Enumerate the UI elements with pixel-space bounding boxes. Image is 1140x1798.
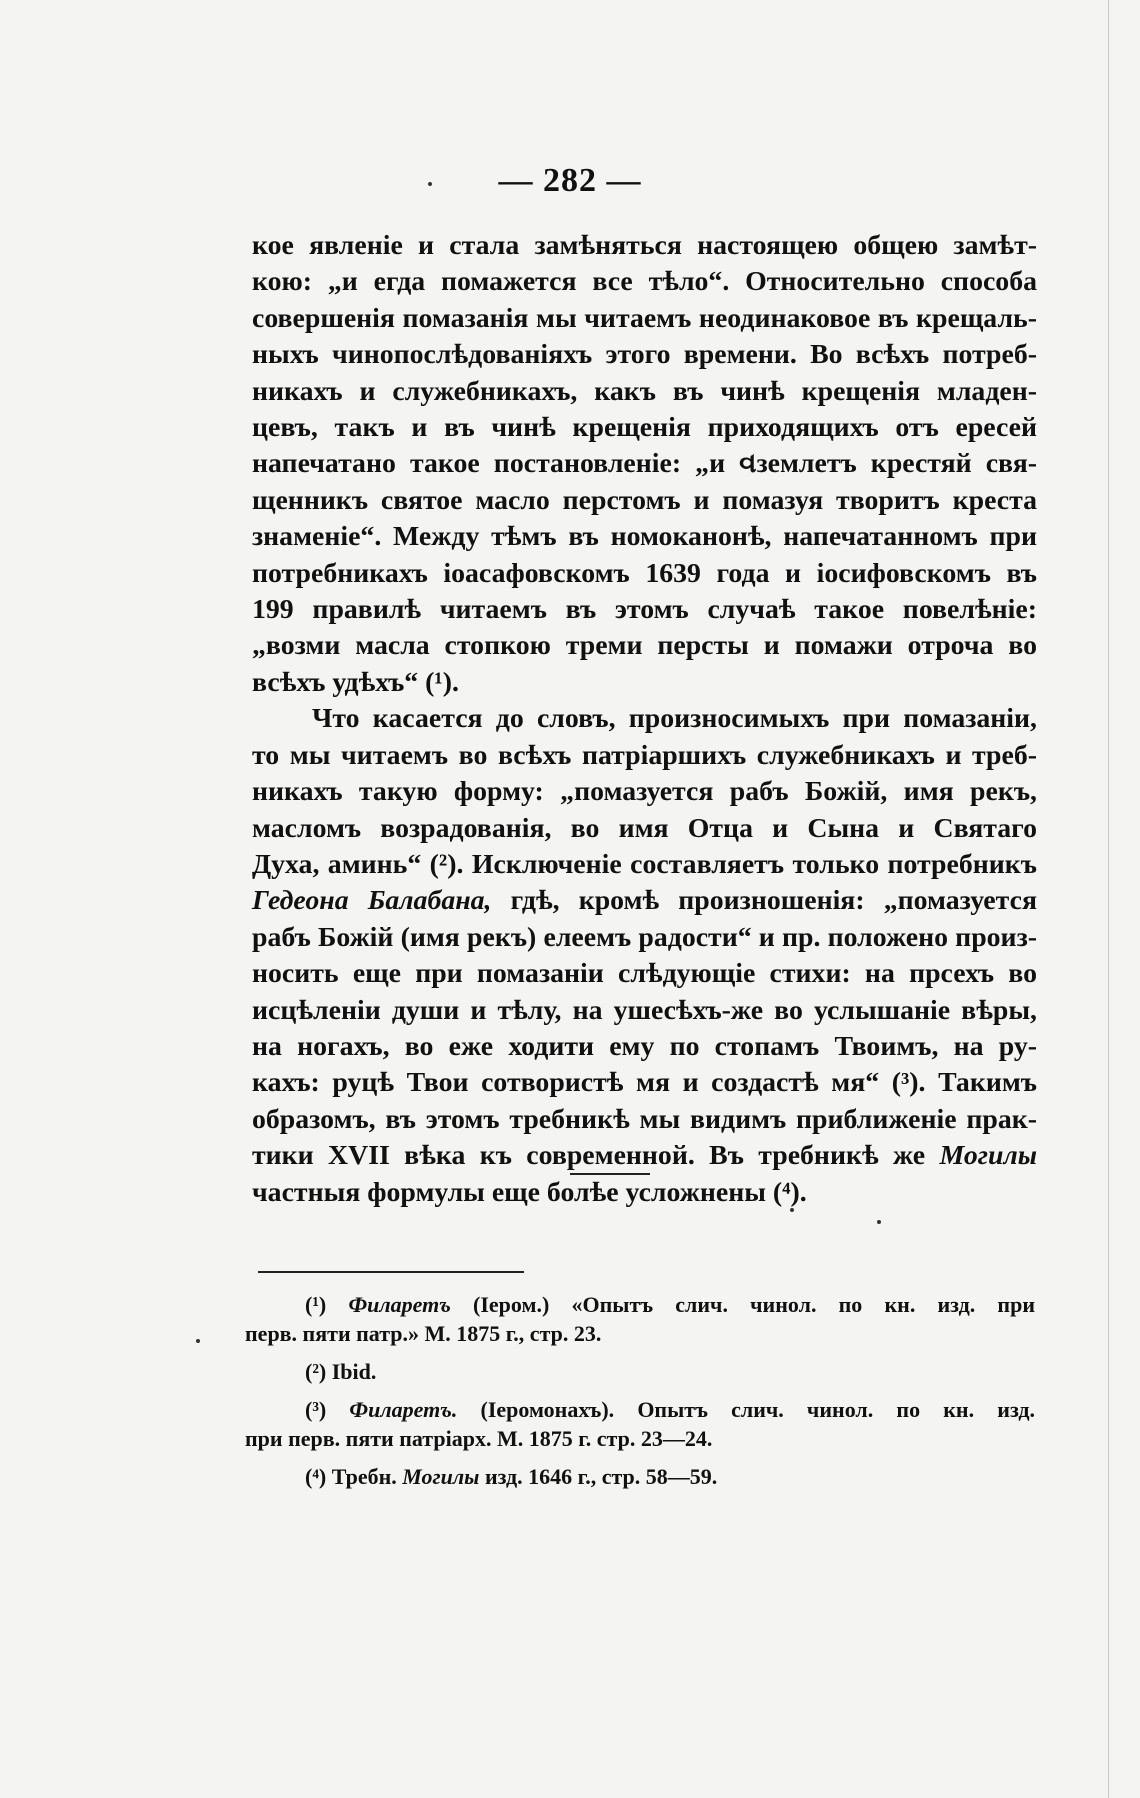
text-line: рабъ Божій (имя рекъ) елеемъ радости“ и пр. положено произ- xyxy=(252,921,1037,953)
print-speck xyxy=(428,182,432,186)
footnote-2 xyxy=(245,1357,1035,1386)
italic-name: Гедеона Балабана, xyxy=(252,885,492,917)
text-line: щенникъ святое масло перстомъ и помазуя творитъ креста xyxy=(252,484,1037,516)
page-edge-line xyxy=(1108,0,1109,1798)
page-number: 282 xyxy=(543,162,597,199)
text-line: цевъ, такъ и въ чинѣ крещенія приходящихъ отъ ересей xyxy=(252,412,1037,444)
footnote-text: Требн. xyxy=(331,1464,397,1489)
footnote-author: Филаретъ xyxy=(348,1292,451,1317)
paragraph-2 xyxy=(252,701,1037,1211)
footnote-1 xyxy=(245,1290,1035,1348)
text-line: всѣхъ удѣхъ“ (¹). xyxy=(252,666,459,698)
text-line: то мы читаемъ во всѣхъ патріаршихъ служебникахъ и треб- xyxy=(252,739,1037,771)
paragraph-1 xyxy=(252,228,1037,701)
text-line: Духа, аминь“ (²). Исключеніе составляетъ только потребникъ xyxy=(252,848,1037,880)
text-segment: гдѣ, кромѣ произношенія: „помазуется xyxy=(510,885,1037,917)
footnote-line xyxy=(245,1462,1035,1491)
text-line: носить еще при помазаніи слѣдующіе стихи: на прсехъ во xyxy=(252,958,1037,990)
footnote-text: (Іеромонахъ). Опытъ слич. чинол. по кн. изд. xyxy=(480,1397,1036,1422)
footnote-text: (Іером.) «Опытъ слич. чинол. по кн. изд. при xyxy=(473,1292,1036,1317)
text-line: образомъ, въ этомъ требникѣ мы видимъ приближеніе прак- xyxy=(252,1103,1037,1135)
print-speck xyxy=(790,1208,794,1212)
header-dash-left: — xyxy=(498,162,534,199)
footnote-4 xyxy=(245,1462,1035,1491)
footnote-3 xyxy=(245,1395,1035,1453)
footnote-mark: (⁴) xyxy=(305,1464,327,1489)
italic-name: Могилы xyxy=(939,1140,1037,1172)
footnote-mark: (¹) xyxy=(305,1292,327,1317)
text-line: на ногахъ, во еже ходити ему по стопамъ Твоимъ, на ру- xyxy=(252,1030,1037,1062)
footnote-author: Могилы xyxy=(402,1464,480,1489)
footnote-line: перв. пяти патр.» М. 1875 г., стр. 23. xyxy=(245,1321,602,1346)
footnote-line xyxy=(245,1290,1035,1319)
text-line: Что касается до словъ, произносимыхъ при помазаніи, xyxy=(312,703,1037,735)
text-line: ныхъ чинопослѣдованіяхъ этого времени. Во всѣхъ потреб- xyxy=(252,339,1037,371)
page-header xyxy=(0,162,1140,200)
footnote-mark: (³) xyxy=(305,1397,327,1422)
footnote-line: при перв. пяти патріарх. М. 1875 г. стр. 23—24. xyxy=(245,1426,713,1451)
text-line: исцѣленіи души и тѣлу, на ушесѣхъ-же во услышаніе вѣры, xyxy=(252,994,1037,1026)
text-line: совершенія помазанія мы читаемъ неодинаковое въ крещаль- xyxy=(252,302,1037,334)
footnote-line xyxy=(245,1357,1035,1386)
footnote-text: Ibid. xyxy=(331,1359,377,1384)
text-line: частныя формулы еще болѣе усложнены (⁴). xyxy=(252,1176,807,1208)
print-speck xyxy=(196,1339,200,1343)
text-line: кахъ: руцѣ Твои сотвористѣ мя и создастѣ мя“ (³). Такимъ xyxy=(252,1067,1037,1099)
print-speck xyxy=(877,1220,881,1224)
header-dash-right: — xyxy=(606,162,642,199)
footnote-text: изд. 1646 г., стр. 58—59. xyxy=(484,1464,718,1489)
text-line: никахъ и служебникахъ, какъ въ чинѣ крещенія младен- xyxy=(252,375,1037,407)
text-line: напечатано такое постановленіе: „и વземлетъ крестяй свя- xyxy=(252,448,1037,480)
footnote-mark: (²) xyxy=(305,1359,327,1384)
text-line-mixed xyxy=(252,883,1037,919)
footnote-author: Филаретъ. xyxy=(349,1397,458,1422)
text-line: знаменіе“. Между тѣмъ въ номоканонѣ, напечатанномъ при xyxy=(252,521,1037,553)
text-line: 199 правилѣ читаемъ въ этомъ случаѣ такое повелѣніе: xyxy=(252,594,1037,626)
text-line: кою: „и егда помажется все тѣло“. Относительно способа xyxy=(252,266,1037,298)
footnote-line xyxy=(245,1395,1035,1424)
text-line: кое явленіе и стала замѣняться настоящею общею замѣт- xyxy=(252,230,1037,261)
main-text xyxy=(252,228,1037,1211)
text-segment: тики XVII вѣка къ современной. Въ требникѣ же xyxy=(252,1140,926,1172)
text-line: „возми масла стопкою треми персты и помажи отроча во xyxy=(252,630,1037,662)
text-line-mixed xyxy=(252,1138,1037,1174)
section-separator xyxy=(570,1173,650,1175)
footnotes xyxy=(245,1290,1035,1500)
text-line: потребникахъ іоасафовскомъ 1639 года и іосифовскомъ въ xyxy=(252,557,1037,589)
footnote-rule xyxy=(258,1271,524,1273)
text-line: масломъ возрадованія, во имя Отца и Сына и Святаго xyxy=(252,812,1037,844)
text-line: никахъ такую форму: „помазуется рабъ Божій, имя рекъ, xyxy=(252,776,1037,808)
